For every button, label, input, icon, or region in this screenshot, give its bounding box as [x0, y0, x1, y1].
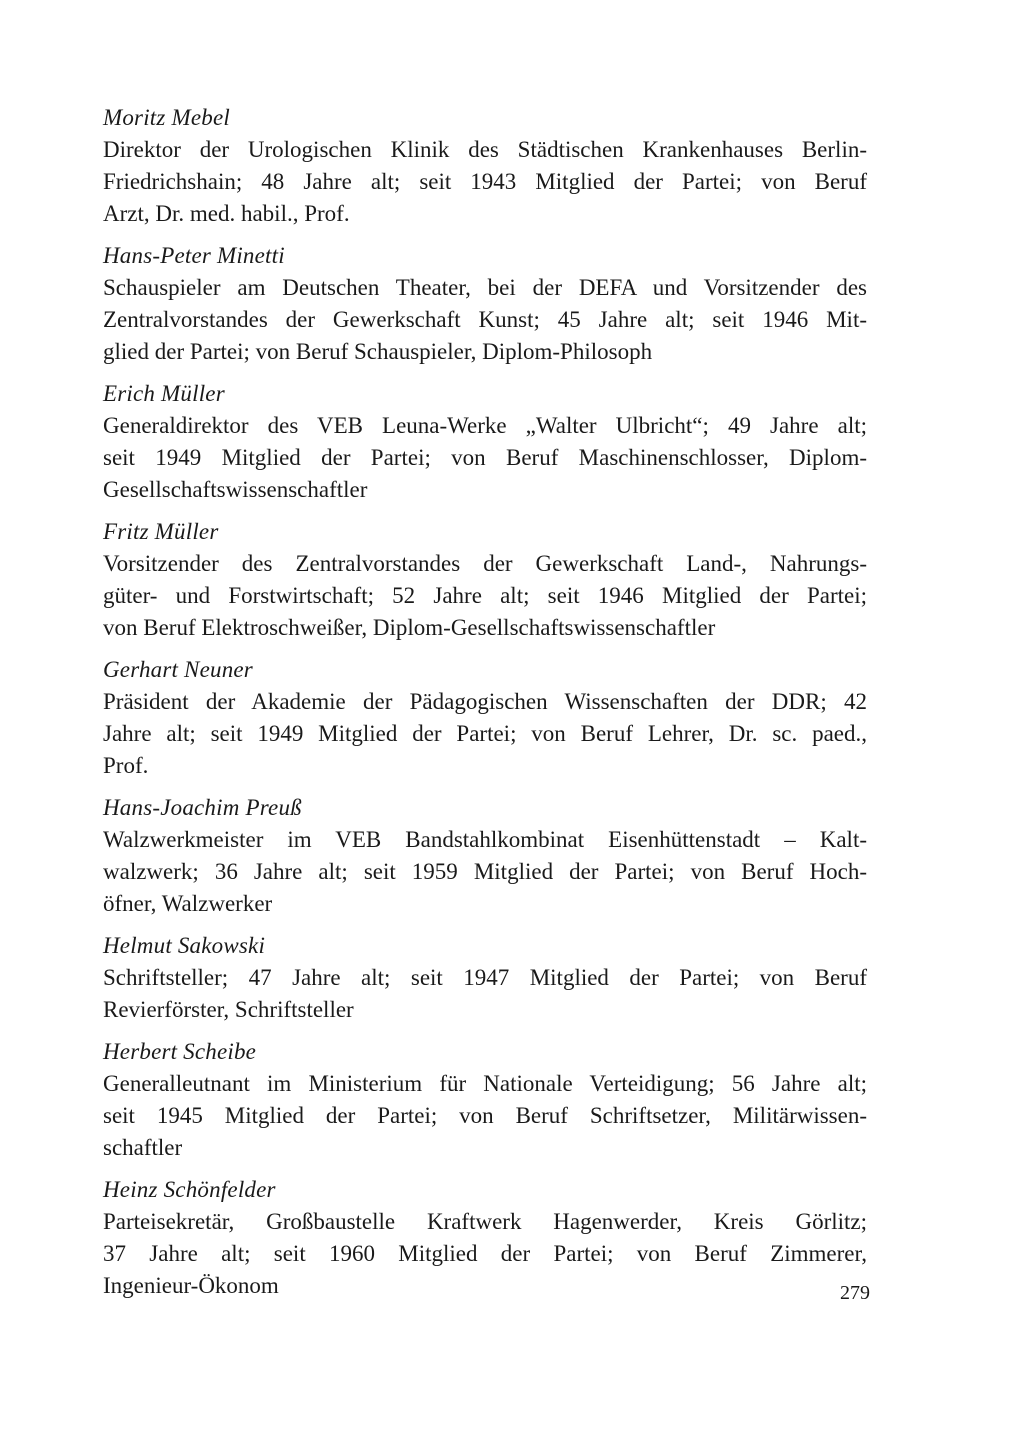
entry-description [103, 1068, 867, 1164]
entry-description [103, 1206, 867, 1302]
desc-line: schaftler [103, 1135, 183, 1160]
desc-line: öfner, Walzwerker [103, 891, 273, 916]
entry-mebel [103, 102, 867, 230]
desc-line: Gesellschaftswissenschaftler [103, 477, 368, 502]
desc-line: Ingenieur-Ökonom [103, 1273, 279, 1298]
entry-name: Hans-Joachim Preuß [103, 795, 302, 820]
desc-line: Zentralvorstandes der Gewerkschaft Kunst; 45 Jahre alt; seit 1946 Mit- [103, 307, 867, 332]
page-body [103, 102, 867, 1312]
entry-name: Herbert Scheibe [103, 1039, 257, 1064]
desc-line: Prof. [103, 753, 149, 778]
entry-description [103, 410, 867, 506]
entry-minetti [103, 240, 867, 368]
desc-line: Revierförster, Schriftsteller [103, 997, 354, 1022]
desc-line: seit 1949 Mitglied der Partei; von Beruf Maschinenschlosser, Diplom- [103, 445, 867, 470]
entry-description [103, 824, 867, 920]
entry-name: Gerhart Neuner [103, 657, 253, 682]
desc-line: seit 1945 Mitglied der Partei; von Beruf Schriftsetzer, Militärwissen- [103, 1103, 867, 1128]
desc-line: Generalleutnant im Ministerium für Nationale Verteidigung; 56 Jahre alt; [103, 1071, 867, 1096]
entry-name: Hans-Peter Minetti [103, 243, 285, 268]
desc-line: glied der Partei; von Beruf Schauspieler, Diplom-Philosoph [103, 339, 653, 364]
desc-line: Schauspieler am Deutschen Theater, bei der DEFA und Vorsitzender des [103, 275, 867, 300]
entry-schoenfelder [103, 1174, 867, 1302]
desc-line: walzwerk; 36 Jahre alt; seit 1959 Mitglied der Partei; von Beruf Hoch- [103, 859, 867, 884]
entry-description [103, 962, 867, 1026]
desc-line: 37 Jahre alt; seit 1960 Mitglied der Partei; von Beruf Zimmerer, [103, 1241, 867, 1266]
entry-name: Fritz Müller [103, 519, 219, 544]
desc-line: Walzwerkmeister im VEB Bandstahlkombinat Eisenhüttenstadt – Kalt- [103, 827, 867, 852]
entry-erich-mueller [103, 378, 867, 506]
entry-sakowski [103, 930, 867, 1026]
entry-name: Moritz Mebel [103, 105, 230, 130]
desc-line: Direktor der Urologischen Klinik des Städtischen Krankenhauses Berlin- [103, 137, 867, 162]
desc-line: Vorsitzender des Zentralvorstandes der Gewerkschaft Land-, Nahrungs- [103, 551, 867, 576]
desc-line: Jahre alt; seit 1949 Mitglied der Partei; von Beruf Lehrer, Dr. sc. paed., [103, 721, 867, 746]
entry-fritz-mueller [103, 516, 867, 644]
desc-line: Friedrichshain; 48 Jahre alt; seit 1943 Mitglied der Partei; von Beruf [103, 169, 867, 194]
desc-line: von Beruf Elektroschweißer, Diplom-Gesellschaftswissenschaftler [103, 615, 716, 640]
desc-line: Arzt, Dr. med. habil., Prof. [103, 201, 350, 226]
entry-description [103, 548, 867, 644]
entry-name: Heinz Schönfelder [103, 1177, 276, 1202]
entry-neuner [103, 654, 867, 782]
entry-preuss [103, 792, 867, 920]
entry-description [103, 134, 867, 230]
entry-name: Erich Müller [103, 381, 225, 406]
page-number: 279 [840, 1282, 870, 1304]
desc-line: Generaldirektor des VEB Leuna-Werke „Walter Ulbricht“; 49 Jahre alt; [103, 413, 867, 438]
entry-scheibe [103, 1036, 867, 1164]
desc-line: Präsident der Akademie der Pädagogischen Wissenschaften der DDR; 42 [103, 689, 867, 714]
desc-line: Parteisekretär, Großbaustelle Kraftwerk Hagenwerder, Kreis Görlitz; [103, 1209, 867, 1234]
entry-description [103, 686, 867, 782]
desc-line: Schriftsteller; 47 Jahre alt; seit 1947 Mitglied der Partei; von Beruf [103, 965, 867, 990]
desc-line: güter- und Forstwirtschaft; 52 Jahre alt; seit 1946 Mitglied der Partei; [103, 583, 867, 608]
entry-name: Helmut Sakowski [103, 933, 266, 958]
entry-description [103, 272, 867, 368]
